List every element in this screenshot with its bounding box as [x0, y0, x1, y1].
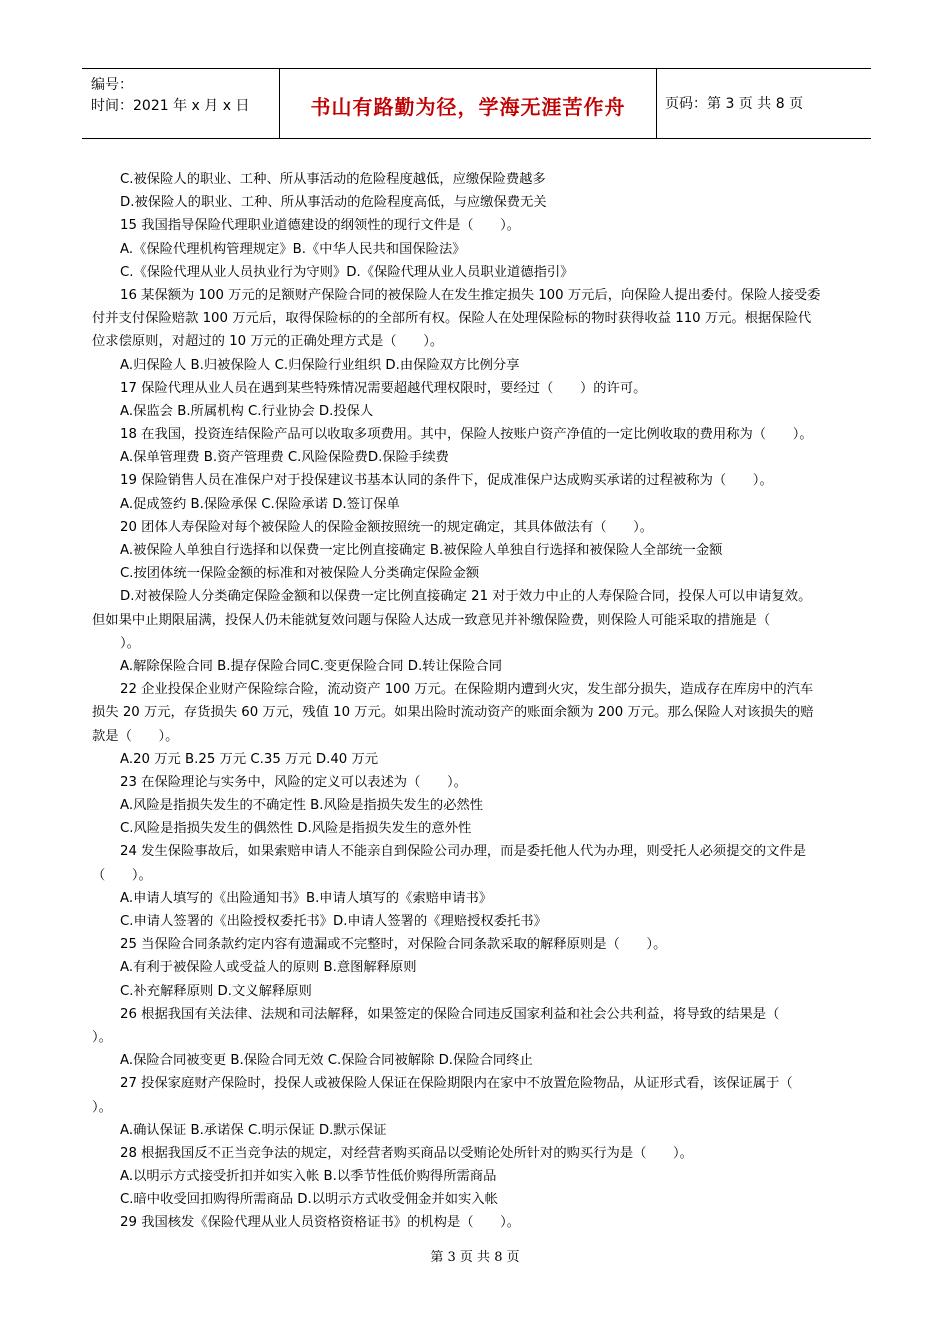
text-line: A.解除保险合同 B.提存保险合同C.变更保险合同 D.转让保险合同 — [120, 658, 502, 674]
text-line: ）。 — [92, 1029, 112, 1045]
text-line: A.风险是指损失发生的不确定性 B.风险是指损失发生的必然性 — [120, 798, 484, 814]
text-line: C.暗中收受回扣购得所需商品 D.以明示方式收受佣金并如实入帐 — [120, 1192, 498, 1208]
text-line: 17 保险代理从业人员在遇到某些特殊情况需要超越代理权限时，要经过（ ）的许可。 — [120, 380, 647, 396]
text-line: D.被保险人的职业、工种、所从事活动的危险程度高低，与应缴保费无关 — [120, 195, 547, 211]
text-line: A.20 万元 B.25 万元 C.35 万元 D.40 万元 — [120, 751, 379, 767]
text-line: C.风险是指损失发生的偶然性 D.风险是指损失发生的意外性 — [120, 821, 472, 837]
text-line: ）。 — [92, 1099, 112, 1115]
text-line: A.保单管理费 B.资产管理费 C.风险保险费D.保险手续费 — [120, 450, 449, 466]
text-line: A.被保险人单独自行选择和以保费一定比例直接确定 B.被保险人单独自行选择和被保险人全部统一金额 — [120, 543, 723, 558]
text-line: 22 企业投保企业财产保险综合险，流动资产 100 万元。在保险期内遭到火灾，发生部分损失，造成存在库房中的汽车 — [120, 682, 814, 698]
text-line: 16 某保额为 100 万元的足额财产保险合同的被保险人在发生推定损失 100 万元后，向保险人提出委付。保险人接受委 — [120, 287, 821, 303]
text-line: 15 我国指导保险代理职业道德建设的纲领性的现行文件是（ ）。 — [120, 218, 521, 234]
text-line: 19 保险销售人员在准保户对于投保建议书基本认同的条件下，促成准保户达成购买承诺的过程被称为（ ）。 — [120, 473, 773, 489]
text-line: C.《保险代理从业人员执业行为守则》D.《保险代理从业人员职业道德指引》 — [120, 264, 574, 280]
text-line: A.促成签约 B.保险承保 C.保险承诺 D.签订保单 — [120, 496, 400, 512]
text-line: 款是（ ）。 — [92, 728, 179, 744]
motto-text: 书山有路勤为径，学海无涯苦作舟 — [310, 95, 626, 119]
text-line: A.保监会 B.所属机构 C.行业协会 D.投保人 — [120, 403, 374, 419]
page-header — [82, 68, 871, 139]
text-line: A.申请人填写的《出险通知书》B.申请人填写的《索赔申请书》 — [120, 890, 493, 906]
text-line: D.对被保险人分类确定保险金额和以保费一定比例直接确定 21 对于效力中止的人寿保险合同，投保人可以申请复效。 — [120, 589, 812, 605]
text-line: A.归保险人 B.归被保险人 C.归保险行业组织 D.由保险双方比例分享 — [120, 357, 520, 373]
text-line: C.按团体统一保险金额的标准和对被保险人分类确定保险金额 — [120, 566, 480, 582]
text-line: 但如果中止期限届满，投保人仍未能就复效问题与保险人达成一致意见并补缴保险费，则保险人可能采取的措施是（ — [92, 612, 771, 628]
page-number-label: 页码：第 3 页 共 8 页 — [665, 96, 804, 112]
text-line: 18 在我国，投资连结保险产品可以收取多项费用。其中，保险人按账户资产净值的一定比例收取的费用称为（ ）。 — [120, 427, 813, 443]
page-footer: 第 3 页 共 8 页 — [430, 1250, 520, 1265]
text-line: C.申请人签署的《出险授权委托书》D.申请人签署的《理赔授权委托书》 — [120, 914, 547, 929]
header-page-cell — [656, 69, 871, 138]
text-line: A.保险合同被变更 B.保险合同无效 C.保险合同被解除 D.保险合同终止 — [120, 1053, 533, 1069]
text-line: 28 根据我国反不正当竞争法的规定，对经营者购买商品以受贿论处所针对的购买行为是（ ）。 — [120, 1145, 693, 1161]
text-line: C.被保险人的职业、工种、所从事活动的危险程度越低，应缴保险费越多 — [120, 172, 546, 187]
text-line: A.有利于被保险人或受益人的原则 B.意图解释原则 — [120, 960, 417, 976]
text-line: 26 根据我国有关法律、法规和司法解释，如果签定的保险合同违反国家利益和社会公共利益，将导致的结果是（ — [120, 1006, 780, 1022]
text-line: 23 在保险理论与实务中，风险的定义可以表述为（ ）。 — [120, 774, 467, 790]
doc-number-label: 编号： — [91, 77, 133, 93]
text-line: 位求偿原则，对超过的 10 万元的正确处理方式是（ ）。 — [92, 334, 444, 350]
text-line: 27 投保家庭财产保险时，投保人或被保险人保证在保险期限内在家中不放置危险物品，从证形式看，该保证属于（ — [120, 1076, 793, 1092]
text-line: ）。 — [120, 635, 140, 651]
text-line: C.补充解释原则 D.文义解释原则 — [120, 983, 312, 999]
text-line: （ ）。 — [92, 867, 152, 883]
document-body — [92, 168, 864, 1235]
text-line: 损失 20 万元，存货损失 60 万元，残值 10 万元。如果出险时流动资产的账面余额为 200 万元。那么保险人对该损失的赔 — [92, 705, 814, 721]
date-label: 时间：2021 年 x 月 x 日 — [91, 98, 250, 114]
text-line: A.《保险代理机构管理规定》B.《中华人民共和国保险法》 — [120, 241, 466, 257]
text-line: 24 发生保险事故后，如果索赔申请人不能亲自到保险公司办理，而是委托他人代为办理，则受托人必须提交的文件是 — [120, 844, 806, 860]
text-line: A.以明示方式接受折扣并如实入帐 B.以季节性低价购得所需商品 — [120, 1169, 497, 1185]
header-info-cell — [82, 69, 279, 138]
text-line: 29 我国核发《保险代理从业人员资格资格证书》的机构是（ ）。 — [120, 1215, 521, 1231]
text-line: A.确认保证 B.承诺保 C.明示保证 D.默示保证 — [120, 1122, 387, 1138]
text-line: 付并支付保险赔款 100 万元后，取得保险标的的全部所有权。保险人在处理保险标的物时获得收益 110 万元。根据保险代 — [92, 311, 812, 327]
text-line: 20 团体人寿保险对每个被保险人的保险金额按照统一的规定确定，其具体做法有（ ）。 — [120, 519, 654, 535]
header-motto-cell — [279, 69, 657, 138]
text-line: 25 当保险合同条款约定内容有遗漏或不完整时，对保险合同条款采取的解释原则是（ ）。 — [120, 937, 667, 953]
